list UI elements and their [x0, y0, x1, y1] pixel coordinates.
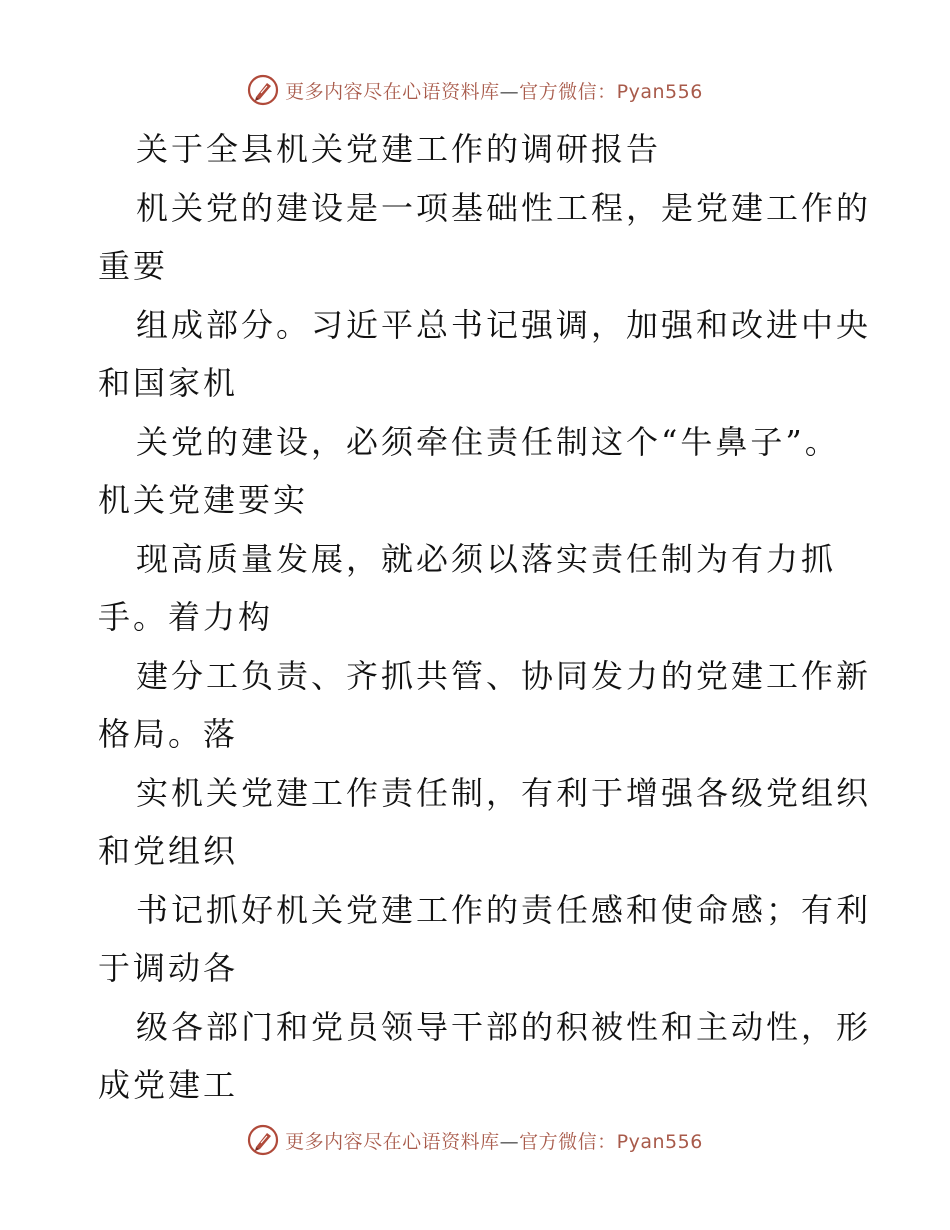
paragraph-line: 书记抓好机关党建工作的责任感和使命感；有利 — [136, 890, 872, 929]
paragraph-line: 级各部门和党员领导干部的积被性和主动性，形 — [136, 1007, 872, 1046]
paragraph-line: 和国家机 — [98, 364, 239, 402]
paragraph-line: 关于全县机关党建工作的调研报告 — [136, 130, 662, 168]
banner-main-text: 更多内容尽在心语资料库 — [285, 80, 500, 103]
banner-main-text: 更多内容尽在心语资料库 — [285, 1130, 500, 1153]
paragraph-line: 现高质量发展，就必须以落实责任制为有力抓 — [136, 539, 837, 578]
banner-text — [285, 1127, 703, 1154]
paragraph-line: 格局。落 — [98, 715, 239, 753]
paragraph-line: 关党的建设，必须牵住责任制这个“牛鼻子”。 — [136, 422, 840, 461]
paragraph-line: 组成部分。习近平总书记强调，加强和改进中央 — [136, 305, 872, 344]
footer-banner — [0, 1120, 950, 1160]
paragraph-line: 重要 — [98, 247, 169, 285]
paragraph-line: 于调动各 — [98, 949, 239, 987]
quill-pen-icon — [247, 74, 279, 106]
header-banner — [0, 70, 950, 110]
paragraph-line: 实机关党建工作责任制，有利于增强各级党组织 — [136, 773, 872, 812]
document-body — [98, 120, 872, 1115]
paragraph-line: 成党建工 — [98, 1066, 239, 1104]
quill-pen-icon — [247, 1124, 279, 1156]
banner-suffix-text: 官方微信：Pyan556 — [519, 80, 703, 103]
banner-suffix-text: 官方微信：Pyan556 — [519, 1130, 703, 1153]
paragraph-line: 建分工负责、齐抓共管、协同发力的党建工作新 — [136, 656, 872, 695]
paragraph-line: 机关党建要实 — [98, 481, 309, 519]
banner-separator: — — [499, 1130, 520, 1153]
banner-separator: — — [499, 80, 520, 103]
paragraph-line: 手。着力构 — [98, 598, 274, 636]
paragraph-line: 和党组织 — [98, 832, 239, 870]
banner-text — [285, 77, 703, 104]
paragraph-line: 机关党的建设是一项基础性工程，是党建工作的 — [136, 188, 872, 227]
